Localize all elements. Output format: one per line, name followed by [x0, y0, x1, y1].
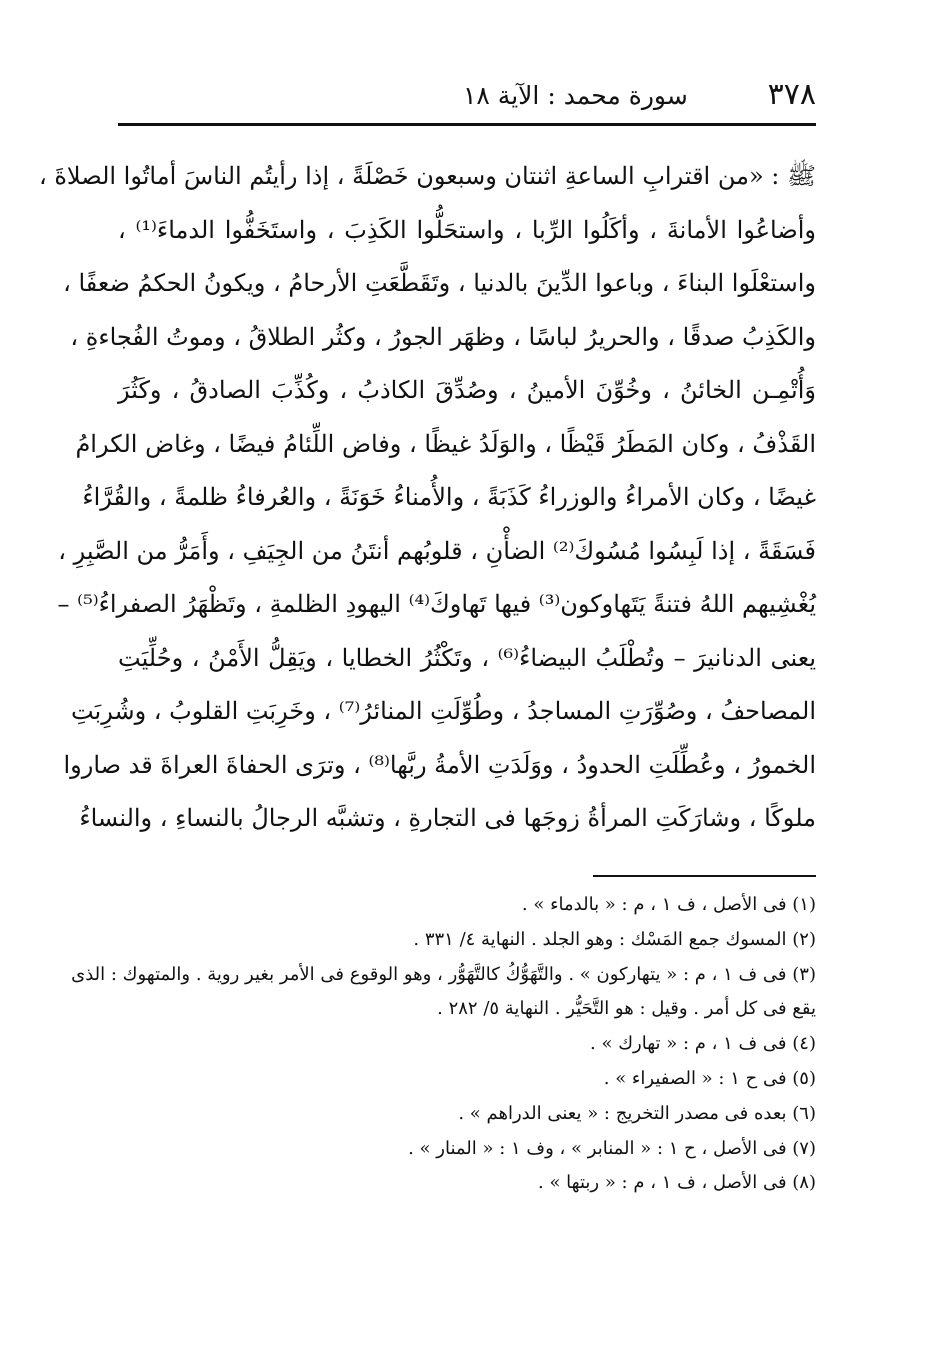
footnote-separator — [593, 875, 816, 877]
header-rule — [118, 123, 816, 126]
text-line: القَذْفُ ، وكان المَطَرُ قَيْظًا ، والوَلَدُ غيظًا ، وفاض اللِّئامُ فيضًا ، وغاض الكرامُ — [75, 429, 816, 458]
footnote: (١) فى الأصل ، ف ١ ، م : « بالدماء » . — [521, 894, 816, 915]
footnote: (٣) فى ف ١ ، م : « يتهاركون » . والتَّهَوُّكُ كالتَّهَوُّر ، وهو الوقوع فى الأمر بغير روية . والمتهوك : الذى — [71, 963, 816, 985]
text-line: وأضاعُوا الأمانةَ ، وأكَلُوا الرِّبا ، واستحَلُّوا الكَذِبَ ، واستَخَفُّوا الدماءَ⁽¹⁾ ، — [118, 215, 816, 244]
text-line: والكَذِبُ صدقًا ، والحريرُ لباسًا ، وظهَر الجورُ ، وكثُر الطلاقُ ، وموتُ الفُجاءةِ ، — [70, 322, 816, 351]
page-number: ٣٧٨ — [767, 77, 816, 112]
footnote: (٥) فى ح ١ : « الصفيراء » . — [603, 1067, 816, 1089]
footnote-continuation: يقع فى كل أمر . وقيل : هو التَّحَيُّر . النهاية ٥/ ٢٨٢ . — [437, 998, 816, 1020]
main-text — [38, 150, 816, 846]
text-line: يعنى الدنانيرَ – وتُطْلَبُ البيضاءُ⁽⁶⁾ ، وتَكْثُرُ الخطايا ، ويَقِلُّ الأَمْنُ ، وحُلِّيَتِ — [118, 643, 816, 672]
text-line: الخمورُ ، وعُطِّلَتِ الحدودُ ، ووَلَدَتِ الأمةُ ربَّها⁽⁸⁾ ، وترَى الحفاةَ العراةَ قد صاروا — [63, 750, 816, 779]
text-line: المصاحفُ ، وصُوِّرَتِ المساجدُ ، وطُوِّلَتِ المنائرُ⁽⁷⁾ ، وخَرِبَتِ القلوبُ ، وشُرِبَتِ — [70, 697, 816, 725]
footnote: (٨) فى الأصل ، ف ١ ، م : « ربتها » . — [538, 1172, 816, 1194]
text-line: واستعْلَوا البناءَ ، وباعوا الدِّينَ بالدنيا ، وتَقَطَّعَتِ الأرحامُ ، ويكونُ الحكمُ ضعفًا ، — [63, 269, 816, 297]
footnotes — [71, 888, 816, 1201]
text-line: فَسَقَةً ، إذا لَبِسُوا مُسُوكَ⁽²⁾ الضأْنِ ، قلوبُهم أنتَنُ من الجِيَفِ ، وأَمَرُّ من الصَّبِرِ ، — [58, 536, 816, 565]
text-line: يُغْشِيهم اللهُ فتنةً يَتَهاوكون⁽³⁾ فيها تَهاوكَ⁽⁴⁾ اليهودِ الظلمةِ ، وتَظْهَرُ الصفراءُ⁽⁵⁾ – — [57, 590, 816, 618]
text-line: غيضًا ، وكان الأمراءُ والوزراءُ كَذَبَةً ، والأُمناءُ خَوَنَةً ، والعُرفاءُ ظلمةً ، والقُرَّاءُ — [82, 483, 816, 511]
footnote: (٤) فى ف ١ ، م : « تهارك » . — [590, 1033, 816, 1055]
footnote: (٦) بعده فى مصدر التخريج : « يعنى الدراهم » . — [458, 1102, 816, 1124]
footnote: (٢) المسوك جمع المَسْك : وهو الجلد . النهاية ٤/ ٣٣١ . — [413, 928, 816, 950]
page-header — [118, 76, 816, 116]
running-title: سورة محمد : الآية ١٨ — [463, 81, 688, 110]
text-line: ﷺ : «من اقترابِ الساعةِ اثنتان وسبعون خَصْلَةً ، إذا رأيتُم الناسَ أماتُوا الصلاةَ ، — [38, 162, 816, 190]
footnote: (٧) فى الأصل ، ح ١ : « المنابر » ، وف ١ : « المنار » . — [408, 1137, 816, 1159]
text-line: وَأُتْمِـن الخائنُ ، وخُوِّنَ الأمينُ ، وصُدِّقَ الكاذبُ ، وكُذِّبَ الصادقُ ، وكَثُرَ — [118, 376, 816, 404]
text-line: ملوكًا ، وشارَكَتِ المرأةُ زوجَها فى التجارةِ ، وتشبَّه الرجالُ بالنساءِ ، والنساءُ — [79, 804, 816, 832]
